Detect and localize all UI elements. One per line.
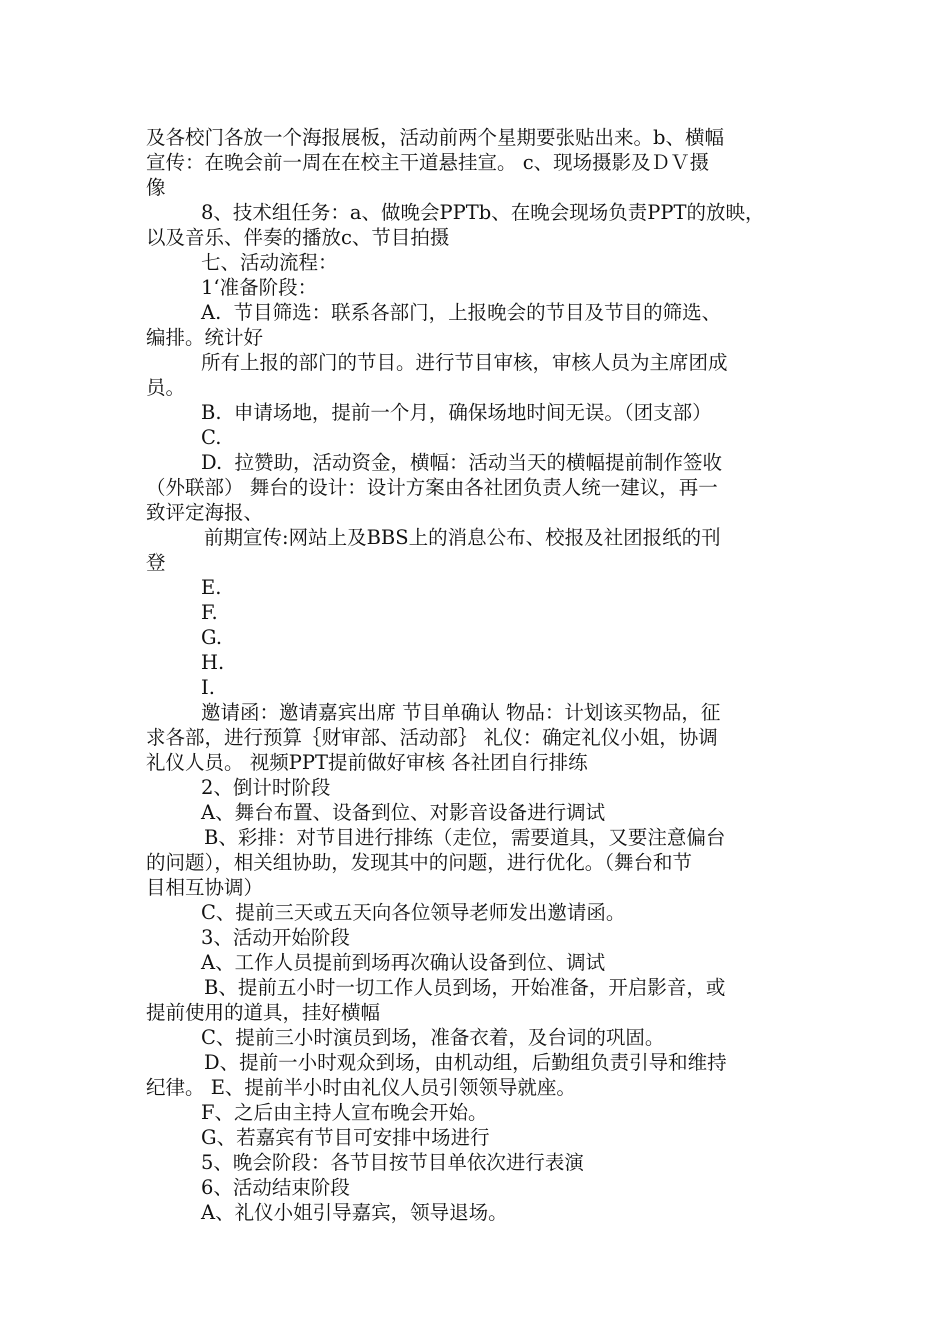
text-line-24: 邀请函：邀请嘉宾出席 节目单确认 物品：计划该买物品，征 (201, 701, 721, 724)
text-line-30: 的问题），相关组协助，发现其中的问题，进行优化。（舞台和节 (146, 851, 693, 874)
text-line-4: 8、技术组任务：a、做晚会PPTb、在晚会现场负责PPT的放映， (201, 201, 765, 224)
text-line-18: 登 (146, 551, 166, 574)
text-line-22: H. (201, 651, 225, 674)
text-line-34: A、工作人员提前到场再次确认设备到位、调试 (201, 951, 606, 974)
text-line-44: A、礼仪小姐引导嘉宾，领导退场。 (201, 1201, 508, 1224)
text-line-37: C、提前三小时演员到场，准备衣着，及台词的巩固。 (201, 1026, 665, 1049)
text-line-19: E. (201, 576, 222, 599)
text-line-8: A. 节目筛选：联系各部门，上报晚会的节目及节目的筛选、 (201, 301, 722, 324)
text-line-13: C. (201, 426, 222, 449)
text-line-41: G、若嘉宾有节目可安排中场进行 (201, 1126, 490, 1149)
text-line-9: 编排。统计好 (146, 326, 264, 349)
text-line-40: F、之后由主持人宣布晚会开始。 (201, 1101, 488, 1124)
text-line-16: 致评定海报、 (146, 501, 264, 524)
text-line-36: 提前使用的道具，挂好横幅 (146, 1001, 381, 1024)
text-line-26: 礼仪人员。 视频PPT提前做好审核 各社团自行排练 (146, 751, 588, 774)
text-line-35: B、提前五小时一切工作人员到场，开始准备，开启影音，或 (204, 976, 726, 999)
text-line-29: B、彩排：对节目进行排练（走位，需要道具，又要注意偏台 (204, 826, 726, 849)
text-line-42: 5、晚会阶段：各节目按节目单依次进行表演 (201, 1151, 584, 1174)
text-line-1: 及各校门各放一个海报展板，活动前两个星期要张贴出来。b、横幅 (146, 126, 724, 149)
text-line-21: G. (201, 626, 223, 649)
text-line-7: 1‘准备阶段： (201, 276, 318, 299)
text-line-28: A、舞台布置、设备到位、对影音设备进行调试 (201, 801, 606, 824)
text-line-25: 求各部，进行预算｛财审部、活动部｝ 礼仪：确定礼仪小姐，协调 (146, 726, 718, 749)
text-line-17: 前期宣传:网站上及BBS上的消息公布、校报及社团报纸的刊 (204, 526, 721, 549)
text-line-32: C、提前三天或五天向各位领导老师发出邀请函。 (201, 901, 626, 924)
text-line-14: D. 拉赞助，活动资金，横幅：活动当天的横幅提前制作签收 (201, 451, 723, 474)
text-line-27: 2、倒计时阶段 (201, 776, 331, 799)
text-line-33: 3、活动开始阶段 (201, 926, 350, 949)
text-line-10: 所有上报的部门的节目。进行节目审核，审核人员为主席团成 (201, 351, 728, 374)
text-line-5: 以及音乐、伴奏的播放c、节目拍摄 (146, 226, 450, 249)
text-line-12: B. 申请场地，提前一个月，确保场地时间无误。（团支部） (201, 401, 712, 424)
text-line-39: 纪律。 E、提前半小时由礼仪人员引领领导就座。 (146, 1076, 576, 1099)
text-line-31: 目相互协调） (146, 876, 264, 899)
text-line-43: 6、活动结束阶段 (201, 1176, 350, 1199)
text-line-11: 员。 (146, 376, 186, 399)
document-page (146, 125, 810, 1225)
text-line-2: 宣传：在晚会前一周在在校主干道悬挂宣。 c、现场摄影及ＤＶ摄 (146, 151, 710, 174)
text-line-3: 像 (146, 176, 166, 199)
text-line-23: I. (201, 676, 215, 699)
text-line-38: D、提前一小时观众到场，由机动组，后勤组负责引导和维持 (204, 1051, 727, 1074)
text-line-15: （外联部） 舞台的设计：设计方案由各社团负责人统一建议，再一 (146, 476, 718, 499)
text-line-20: F. (201, 601, 218, 624)
text-line-6: 七、活动流程： (201, 251, 338, 274)
